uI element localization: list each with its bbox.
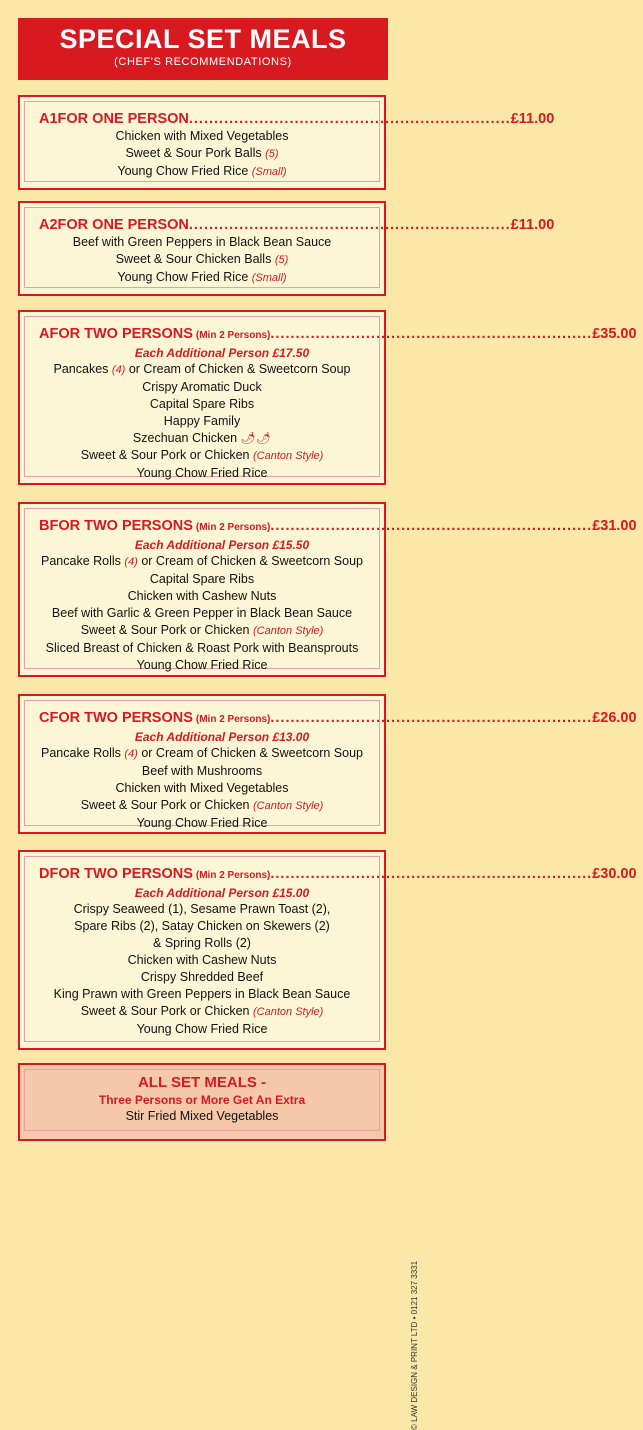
page-title: SPECIAL SET MEALS [59,24,347,54]
menu-item [29,553,375,571]
meal-price: £35.00 [592,326,637,342]
menu-item-starter: Pancake Rolls [41,746,121,760]
additional-person-price: Each Additional Person £15.50 [134,538,310,552]
set-meal-a [18,310,637,485]
meal-code: A [39,326,50,342]
menu-item-text: Sweet & Sour Chicken Balls [115,252,272,266]
set-meal-c [18,694,637,834]
meal-code: D [39,866,50,882]
menu-item-text: Happy Family [163,414,241,428]
menu-item [29,251,375,269]
menu-item-note: (Canton Style) [253,800,324,812]
menu-item [29,901,375,918]
menu-item-text: Crispy Seaweed (1), Sesame Prawn Toast (2), [73,902,331,916]
page-subtitle: (CHEF'S RECOMMENDATIONS) [114,56,292,68]
footer-extra-dish: Stir Fried Mixed Vegetables [125,1109,279,1123]
menu-item [29,622,375,640]
menu-item [29,763,375,780]
menu-item-starter: Pancake Rolls [41,554,121,568]
set-meal-a2 [18,201,555,296]
meal-heading [29,865,637,885]
meal-label: FOR TWO PERSONS [49,866,193,882]
menu-item-text: Chicken with Cashew Nuts [127,589,277,603]
footer-box [18,1063,386,1141]
menu-item-note: (Small) [251,166,287,178]
menu-item-text: Beef with Garlic & Green Pepper in Black Bean Sauce [51,606,353,620]
menu-item [29,234,375,251]
menu-item-quantity: (4) [124,556,138,568]
menu-item-text: or Cream of Chicken & Sweetcorn Soup [128,362,351,376]
meal-code: B [39,518,50,534]
additional-person-price: Each Additional Person £17.50 [134,346,310,360]
menu-item-text: Chicken with Mixed Vegetables [115,781,289,795]
menu-item-text: Crispy Shredded Beef [140,970,264,984]
menu-item [29,935,375,952]
meal-label: FOR TWO PERSONS [49,710,193,726]
menu-item [29,780,375,797]
menu-item-quantity: (4) [111,364,126,376]
menu-item-note: (Canton Style) [253,625,324,637]
menu-item-note: (Canton Style) [253,450,324,462]
meal-heading [29,110,555,128]
menu-item-text: & Spring Rolls (2) [153,936,251,950]
meal-code: C [39,710,50,726]
menu-item-text: Capital Spare Ribs [149,397,255,411]
menu-item [29,986,375,1003]
meal-heading [29,517,637,537]
menu-item [29,379,375,396]
footer-offer: Three Persons or More Get An Extra [98,1093,306,1107]
menu-item-text: Capital Spare Ribs [149,572,255,586]
menu-item-text: Szechuan Chicken [132,431,238,445]
set-meal-b [18,502,637,677]
menu-item-text: Chicken with Cashew Nuts [127,953,277,967]
footer-heading: ALL SET MEALS - [137,1074,267,1091]
menu-item [29,1003,375,1021]
menu-item-text: Young Chow Fried Rice [136,658,268,672]
meal-price: £11.00 [510,111,555,127]
menu-item-text: Sweet & Sour Pork Balls [125,146,262,160]
menu-item [29,128,375,145]
meal-price: £11.00 [510,217,555,233]
menu-item [29,797,375,815]
dot-leader [270,517,592,535]
meal-heading [29,709,637,729]
menu-item [29,413,375,430]
menu-item-text: Sweet & Sour Pork or Chicken [80,623,250,637]
additional-person-price: Each Additional Person £15.00 [134,886,310,900]
set-meal-d [18,850,637,1050]
menu-item [29,361,375,379]
meal-label: FOR ONE PERSON [57,217,189,233]
menu-item [29,571,375,588]
menu-item [29,465,375,482]
menu-item [29,969,375,986]
meal-heading [29,216,555,234]
menu-item [29,145,375,163]
menu-item-text: or Cream of Chicken & Sweetcorn Soup [141,746,363,760]
menu-item [29,640,375,657]
menu-item-text: Spare Ribs (2), Satay Chicken on Skewers (2) [74,919,330,933]
dot-leader [189,110,511,128]
menu-item [29,447,375,465]
menu-item-text: Young Chow Fried Rice [136,816,268,830]
menu-item [29,918,375,935]
dot-leader [189,216,511,234]
meal-label: FOR ONE PERSON [57,111,189,127]
meal-price: £31.00 [592,518,637,534]
menu-item [29,588,375,605]
menu-item-starter: Pancakes [53,362,109,376]
menu-item-note: (Canton Style) [253,1006,324,1018]
title-band [18,18,388,80]
meal-heading [29,325,637,345]
menu-item [29,657,375,674]
menu-item-text: Beef with Mushrooms [141,764,263,778]
menu-item [29,1021,375,1038]
menu-item-text: King Prawn with Green Peppers in Black Bean Sauce [53,987,351,1001]
menu-item-text: Crispy Aromatic Duck [142,380,262,394]
dot-leader [270,325,592,343]
dot-leader [270,865,592,883]
menu-item [29,430,375,447]
menu-item-text: Sliced Breast of Chicken & Roast Pork with Beansprouts [45,641,359,655]
menu-item [29,396,375,413]
menu-item-quantity: (4) [124,748,138,760]
meal-minimum: (Min 2 Persons) [195,522,271,533]
additional-person-price: Each Additional Person £13.00 [134,730,310,744]
menu-item-text: Sweet & Sour Pork or Chicken [80,1004,250,1018]
set-meal-a1 [18,95,555,190]
menu-item-text: Young Chow Fried Rice [117,270,249,284]
menu-item-text: Young Chow Fried Rice [136,466,268,480]
dot-leader [270,709,592,727]
menu-item [29,163,375,181]
chili-icon: 🌶🌶 [240,431,272,445]
meal-label: FOR TWO PERSONS [49,518,193,534]
menu-item-text: or Cream of Chicken & Sweetcorn Soup [141,554,363,568]
menu-item-note: (5) [265,148,279,160]
meal-label: FOR TWO PERSONS [49,326,193,342]
menu-item [29,815,375,832]
meal-minimum: (Min 2 Persons) [195,870,271,881]
meal-price: £26.00 [592,710,637,726]
menu-item-text: Chicken with Mixed Vegetables [115,129,289,143]
menu-item [29,269,375,287]
menu-item-note: (Small) [251,272,287,284]
menu-item-text: Sweet & Sour Pork or Chicken [80,448,250,462]
menu-item [29,605,375,622]
printer-credit: © LAW DESIGN & PRINT LTD • 0121 327 3331 [410,1260,419,1430]
meal-minimum: (Min 2 Persons) [195,330,271,341]
menu-item-text: Young Chow Fried Rice [117,164,249,178]
menu-item [29,745,375,763]
menu-item [29,952,375,969]
menu-item-text: Beef with Green Peppers in Black Bean Sauce [72,235,332,249]
meal-code: A1 [39,111,58,127]
meal-code: A2 [39,217,58,233]
menu-item-note: (5) [274,254,289,266]
meal-minimum: (Min 2 Persons) [195,714,271,725]
meal-price: £30.00 [592,866,637,882]
menu-item-text: Young Chow Fried Rice [136,1022,268,1036]
menu-item-text: Sweet & Sour Pork or Chicken [80,798,250,812]
